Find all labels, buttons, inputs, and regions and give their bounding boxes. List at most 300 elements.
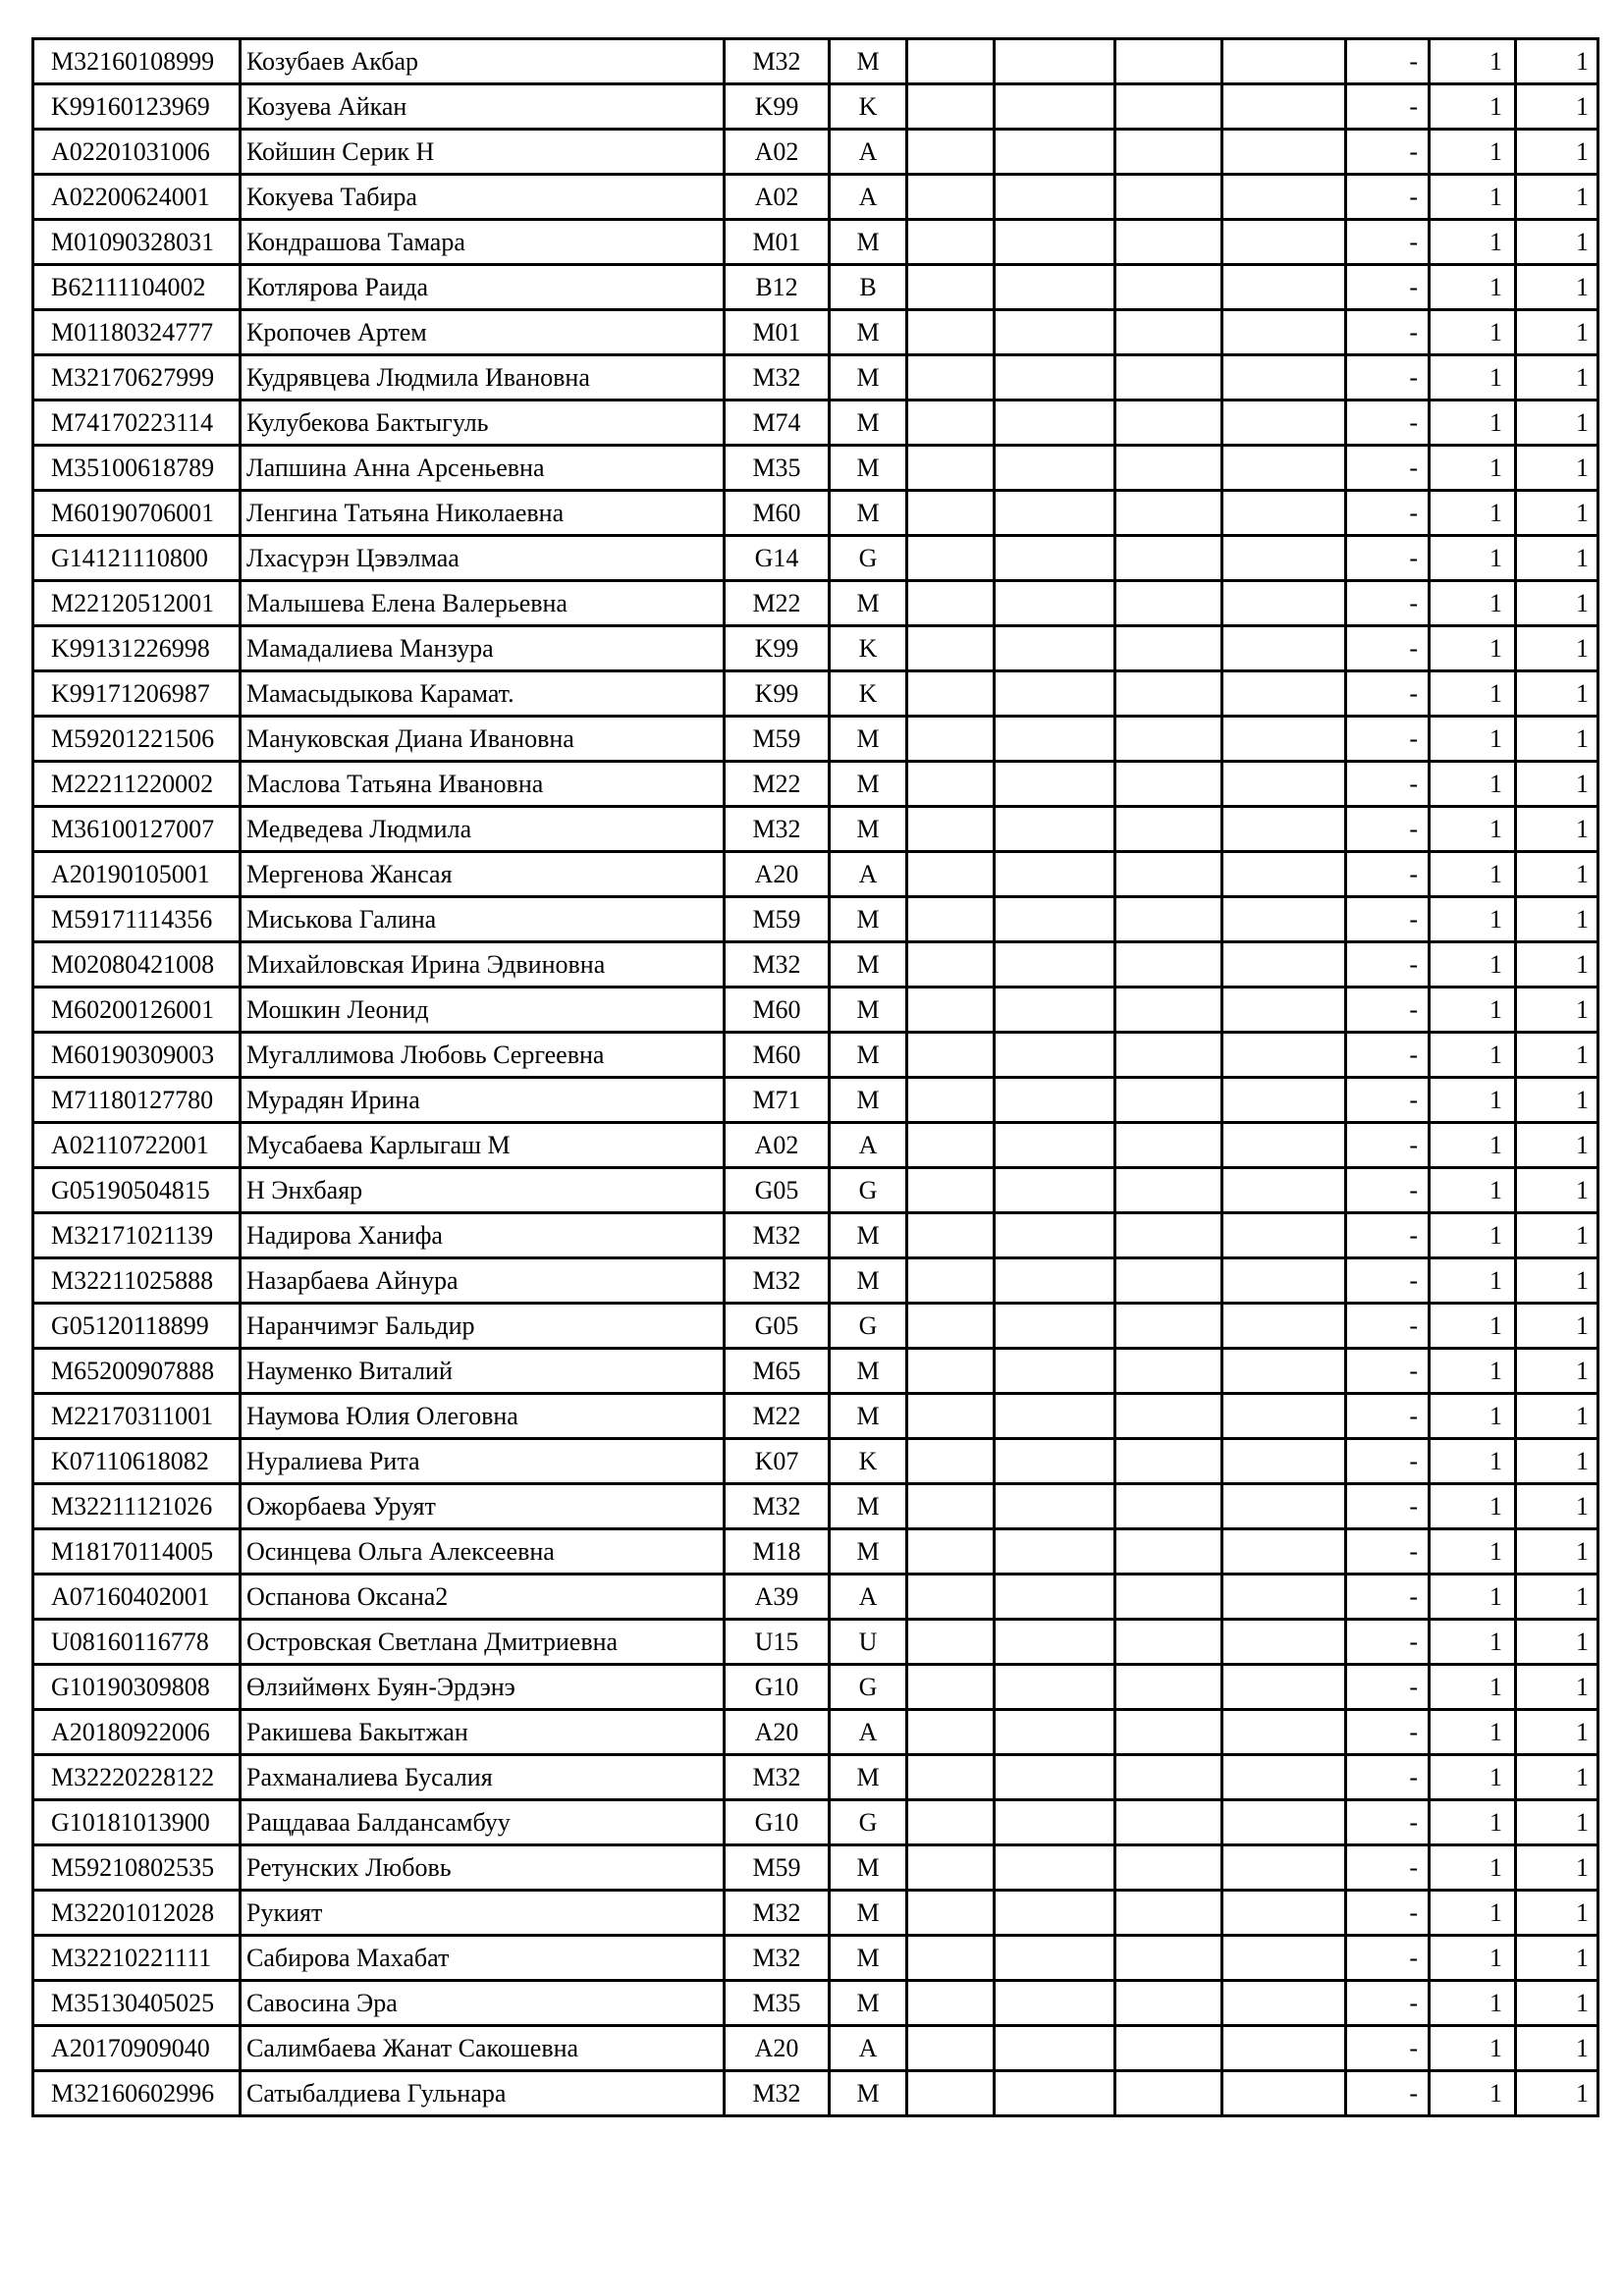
member-code-cell: G10190309808 [33, 1665, 241, 1710]
empty-cell [907, 1168, 995, 1213]
empty-cell [995, 1529, 1115, 1575]
empty-cell [907, 1213, 995, 1258]
count-cell-b: 1 [1516, 400, 1598, 446]
dash-cell: - [1346, 446, 1430, 491]
empty-cell [907, 1123, 995, 1168]
empty-cell [995, 355, 1115, 400]
count-cell-a: 1 [1430, 1575, 1516, 1620]
empty-cell [995, 1123, 1115, 1168]
dash-cell: - [1346, 1258, 1430, 1304]
dash-cell: - [1346, 2071, 1430, 2116]
group-code-cell: G10 [725, 1665, 830, 1710]
member-name-cell: Кондрашова Тамара [241, 220, 725, 265]
empty-cell [1115, 1620, 1222, 1665]
member-name-cell: Козуева Айкан [241, 84, 725, 130]
group-code-cell: M74 [725, 400, 830, 446]
count-cell-a: 1 [1430, 130, 1516, 175]
count-cell-a: 1 [1430, 446, 1516, 491]
member-name-cell: Ожорбаева Уруят [241, 1484, 725, 1529]
table-row [33, 130, 1598, 175]
member-code-cell: M59171114356 [33, 897, 241, 942]
dash-cell: - [1346, 1394, 1430, 1439]
empty-cell [995, 400, 1115, 446]
dash-cell: - [1346, 762, 1430, 807]
member-name-cell: Мамасыдыкова Карамат. [241, 671, 725, 717]
empty-cell [995, 220, 1115, 265]
group-code-cell: M32 [725, 1936, 830, 1981]
empty-cell [907, 355, 995, 400]
empty-cell [995, 717, 1115, 762]
empty-cell [1115, 1981, 1222, 2026]
empty-cell [1115, 39, 1222, 84]
empty-cell [1222, 1439, 1346, 1484]
count-cell-b: 1 [1516, 1394, 1598, 1439]
member-name-cell: Науменко Виталий [241, 1349, 725, 1394]
member-name-cell: Кропочев Артем [241, 310, 725, 355]
member-code-cell: A02200624001 [33, 175, 241, 220]
count-cell-a: 1 [1430, 1394, 1516, 1439]
category-cell: M [830, 1484, 907, 1529]
dash-cell: - [1346, 1304, 1430, 1349]
count-cell-a: 1 [1430, 1123, 1516, 1168]
empty-cell [907, 130, 995, 175]
empty-cell [995, 671, 1115, 717]
empty-cell [1222, 1936, 1346, 1981]
empty-cell [907, 581, 995, 626]
empty-cell [1222, 1620, 1346, 1665]
empty-cell [1115, 1936, 1222, 1981]
count-cell-b: 1 [1516, 807, 1598, 852]
member-code-cell: G10181013900 [33, 1800, 241, 1845]
table-row [33, 1620, 1598, 1665]
empty-cell [1115, 1033, 1222, 1078]
member-name-cell: Наранчимэг Бальдир [241, 1304, 725, 1349]
empty-cell [1222, 581, 1346, 626]
count-cell-a: 1 [1430, 310, 1516, 355]
group-code-cell: M01 [725, 220, 830, 265]
category-cell: M [830, 1394, 907, 1439]
table-row [33, 1078, 1598, 1123]
empty-cell [1222, 1123, 1346, 1168]
count-cell-b: 1 [1516, 1620, 1598, 1665]
count-cell-a: 1 [1430, 1665, 1516, 1710]
count-cell-a: 1 [1430, 175, 1516, 220]
empty-cell [907, 310, 995, 355]
category-cell: A [830, 852, 907, 897]
member-name-cell: Ракишева Бакытжан [241, 1710, 725, 1755]
member-code-cell: A20190105001 [33, 852, 241, 897]
member-code-cell: M35100618789 [33, 446, 241, 491]
table-row [33, 1755, 1598, 1800]
group-code-cell: M32 [725, 39, 830, 84]
count-cell-b: 1 [1516, 1800, 1598, 1845]
group-code-cell: M32 [725, 355, 830, 400]
empty-cell [1115, 1123, 1222, 1168]
group-code-cell: A39 [725, 1575, 830, 1620]
member-name-cell: Малышева Елена Валерьевна [241, 581, 725, 626]
table-row [33, 175, 1598, 220]
empty-cell [995, 762, 1115, 807]
member-code-cell: M60190706001 [33, 491, 241, 536]
empty-cell [1115, 1078, 1222, 1123]
member-code-cell: M32160108999 [33, 39, 241, 84]
empty-cell [1222, 1258, 1346, 1304]
count-cell-a: 1 [1430, 762, 1516, 807]
dash-cell: - [1346, 536, 1430, 581]
table-row [33, 2071, 1598, 2116]
count-cell-b: 1 [1516, 220, 1598, 265]
dash-cell: - [1346, 1620, 1430, 1665]
count-cell-a: 1 [1430, 355, 1516, 400]
count-cell-b: 1 [1516, 897, 1598, 942]
member-code-cell: M01090328031 [33, 220, 241, 265]
count-cell-b: 1 [1516, 852, 1598, 897]
empty-cell [995, 852, 1115, 897]
count-cell-a: 1 [1430, 1439, 1516, 1484]
table-row [33, 942, 1598, 988]
category-cell: A [830, 1123, 907, 1168]
empty-cell [907, 988, 995, 1033]
member-name-cell: Өлзиймөнх Буян-Эрдэнэ [241, 1665, 725, 1710]
count-cell-a: 1 [1430, 988, 1516, 1033]
count-cell-a: 1 [1430, 1710, 1516, 1755]
count-cell-a: 1 [1430, 942, 1516, 988]
empty-cell [1115, 1665, 1222, 1710]
count-cell-a: 1 [1430, 626, 1516, 671]
empty-cell [995, 626, 1115, 671]
empty-cell [995, 39, 1115, 84]
group-code-cell: M18 [725, 1529, 830, 1575]
group-code-cell: M32 [725, 1891, 830, 1936]
empty-cell [1222, 220, 1346, 265]
count-cell-a: 1 [1430, 1529, 1516, 1575]
member-code-cell: M71180127780 [33, 1078, 241, 1123]
dash-cell: - [1346, 717, 1430, 762]
count-cell-a: 1 [1430, 671, 1516, 717]
empty-cell [995, 1078, 1115, 1123]
empty-cell [1115, 671, 1222, 717]
category-cell: M [830, 581, 907, 626]
empty-cell [1115, 1394, 1222, 1439]
member-name-cell: Кулубекова Бактыгуль [241, 400, 725, 446]
empty-cell [1222, 942, 1346, 988]
empty-cell [995, 988, 1115, 1033]
category-cell: M [830, 988, 907, 1033]
member-code-cell: M59201221506 [33, 717, 241, 762]
member-code-cell: M32211025888 [33, 1258, 241, 1304]
count-cell-b: 1 [1516, 1936, 1598, 1981]
empty-cell [907, 175, 995, 220]
table-row [33, 1123, 1598, 1168]
dash-cell: - [1346, 220, 1430, 265]
group-code-cell: M01 [725, 310, 830, 355]
category-cell: M [830, 942, 907, 988]
member-name-cell: Ленгина Татьяна Николаевна [241, 491, 725, 536]
category-cell: M [830, 220, 907, 265]
member-name-cell: Лапшина Анна Арсеньевна [241, 446, 725, 491]
category-cell: K [830, 626, 907, 671]
empty-cell [1115, 130, 1222, 175]
empty-cell [1222, 2071, 1346, 2116]
empty-cell [1115, 1575, 1222, 1620]
empty-cell [907, 1981, 995, 2026]
category-cell: A [830, 2026, 907, 2071]
group-code-cell: M32 [725, 2071, 830, 2116]
empty-cell [907, 2026, 995, 2071]
dash-cell: - [1346, 581, 1430, 626]
empty-cell [1222, 1891, 1346, 1936]
dash-cell: - [1346, 310, 1430, 355]
table-row [33, 1439, 1598, 1484]
empty-cell [907, 942, 995, 988]
table-row [33, 1981, 1598, 2026]
member-code-cell: M32170627999 [33, 355, 241, 400]
empty-cell [995, 1620, 1115, 1665]
count-cell-a: 1 [1430, 536, 1516, 581]
member-code-cell: G14121110800 [33, 536, 241, 581]
group-code-cell: M71 [725, 1078, 830, 1123]
member-name-cell: Козубаев Акбар [241, 39, 725, 84]
count-cell-b: 1 [1516, 446, 1598, 491]
group-code-cell: M60 [725, 988, 830, 1033]
member-code-cell: M18170114005 [33, 1529, 241, 1575]
dash-cell: - [1346, 1936, 1430, 1981]
member-code-cell: M32211121026 [33, 1484, 241, 1529]
category-cell: K [830, 1439, 907, 1484]
count-cell-a: 1 [1430, 807, 1516, 852]
table-row [33, 1349, 1598, 1394]
empty-cell [907, 626, 995, 671]
category-cell: M [830, 762, 907, 807]
empty-cell [1115, 1349, 1222, 1394]
dash-cell: - [1346, 988, 1430, 1033]
table-row [33, 762, 1598, 807]
empty-cell [907, 1439, 995, 1484]
category-cell: M [830, 1755, 907, 1800]
member-name-cell: Лхасүрэн Цэвэлмаа [241, 536, 725, 581]
empty-cell [907, 1529, 995, 1575]
count-cell-a: 1 [1430, 2026, 1516, 2071]
category-cell: M [830, 310, 907, 355]
category-cell: M [830, 807, 907, 852]
empty-cell [1222, 1710, 1346, 1755]
empty-cell [907, 1258, 995, 1304]
member-name-cell: Мергенова Жансая [241, 852, 725, 897]
empty-cell [907, 1755, 995, 1800]
empty-cell [1222, 310, 1346, 355]
dash-cell: - [1346, 1575, 1430, 1620]
empty-cell [1115, 897, 1222, 942]
member-code-cell: M59210802535 [33, 1845, 241, 1891]
group-code-cell: A20 [725, 2026, 830, 2071]
member-name-cell: Савосина Эра [241, 1981, 725, 2026]
empty-cell [1115, 1800, 1222, 1845]
group-code-cell: M35 [725, 1981, 830, 2026]
empty-cell [995, 1168, 1115, 1213]
empty-cell [995, 446, 1115, 491]
member-name-cell: Островская Светлана Дмитриевна [241, 1620, 725, 1665]
table-row [33, 1484, 1598, 1529]
count-cell-a: 1 [1430, 1213, 1516, 1258]
member-name-cell: Надирова Ханифа [241, 1213, 725, 1258]
group-code-cell: K07 [725, 1439, 830, 1484]
category-cell: U [830, 1620, 907, 1665]
empty-cell [907, 39, 995, 84]
empty-cell [995, 1349, 1115, 1394]
empty-cell [1222, 1394, 1346, 1439]
count-cell-b: 1 [1516, 2026, 1598, 2071]
group-code-cell: G05 [725, 1304, 830, 1349]
count-cell-a: 1 [1430, 1304, 1516, 1349]
count-cell-b: 1 [1516, 988, 1598, 1033]
group-code-cell: A20 [725, 852, 830, 897]
empty-cell [1115, 446, 1222, 491]
category-cell: K [830, 84, 907, 130]
empty-cell [1222, 1800, 1346, 1845]
member-code-cell: K99160123969 [33, 84, 241, 130]
empty-cell [1115, 1484, 1222, 1529]
member-code-cell: M36100127007 [33, 807, 241, 852]
empty-cell [1115, 1213, 1222, 1258]
table-row [33, 491, 1598, 536]
empty-cell [995, 1891, 1115, 1936]
dash-cell: - [1346, 671, 1430, 717]
dash-cell: - [1346, 1168, 1430, 1213]
table-row [33, 1304, 1598, 1349]
member-code-cell: K99171206987 [33, 671, 241, 717]
count-cell-b: 1 [1516, 671, 1598, 717]
empty-cell [907, 671, 995, 717]
empty-cell [1222, 717, 1346, 762]
empty-cell [1222, 1529, 1346, 1575]
member-name-cell: Ретунских Любовь [241, 1845, 725, 1891]
count-cell-b: 1 [1516, 491, 1598, 536]
member-code-cell: M02080421008 [33, 942, 241, 988]
count-cell-a: 1 [1430, 491, 1516, 536]
table-row [33, 1575, 1598, 1620]
group-code-cell: M59 [725, 1845, 830, 1891]
count-cell-b: 1 [1516, 1123, 1598, 1168]
dash-cell: - [1346, 265, 1430, 310]
count-cell-b: 1 [1516, 1078, 1598, 1123]
count-cell-b: 1 [1516, 1439, 1598, 1484]
count-cell-b: 1 [1516, 1891, 1598, 1936]
member-code-cell: A20180922006 [33, 1710, 241, 1755]
category-cell: G [830, 536, 907, 581]
empty-cell [907, 265, 995, 310]
count-cell-a: 1 [1430, 1078, 1516, 1123]
empty-cell [907, 1936, 995, 1981]
count-cell-a: 1 [1430, 400, 1516, 446]
empty-cell [1222, 2026, 1346, 2071]
empty-cell [995, 1800, 1115, 1845]
count-cell-b: 1 [1516, 1168, 1598, 1213]
category-cell: M [830, 1349, 907, 1394]
group-code-cell: K99 [725, 671, 830, 717]
count-cell-b: 1 [1516, 717, 1598, 762]
dash-cell: - [1346, 1755, 1430, 1800]
dash-cell: - [1346, 1349, 1430, 1394]
category-cell: G [830, 1665, 907, 1710]
empty-cell [1222, 1304, 1346, 1349]
empty-cell [995, 942, 1115, 988]
count-cell-a: 1 [1430, 1033, 1516, 1078]
empty-cell [907, 1710, 995, 1755]
count-cell-a: 1 [1430, 1168, 1516, 1213]
empty-cell [1222, 265, 1346, 310]
group-code-cell: M32 [725, 942, 830, 988]
group-code-cell: M59 [725, 717, 830, 762]
member-name-cell: Мугаллимова Любовь Сергеевна [241, 1033, 725, 1078]
count-cell-a: 1 [1430, 1484, 1516, 1529]
category-cell: M [830, 400, 907, 446]
empty-cell [1115, 581, 1222, 626]
empty-cell [907, 717, 995, 762]
empty-cell [1222, 39, 1346, 84]
count-cell-a: 1 [1430, 1620, 1516, 1665]
count-cell-a: 1 [1430, 581, 1516, 626]
member-code-cell: M22211220002 [33, 762, 241, 807]
empty-cell [1222, 491, 1346, 536]
count-cell-b: 1 [1516, 39, 1598, 84]
empty-cell [907, 1484, 995, 1529]
table-row [33, 897, 1598, 942]
group-code-cell: M32 [725, 1213, 830, 1258]
category-cell: B [830, 265, 907, 310]
category-cell: M [830, 1981, 907, 2026]
empty-cell [995, 1755, 1115, 1800]
empty-cell [1222, 130, 1346, 175]
category-cell: M [830, 1258, 907, 1304]
empty-cell [995, 1484, 1115, 1529]
count-cell-b: 1 [1516, 626, 1598, 671]
empty-cell [907, 1575, 995, 1620]
empty-cell [995, 491, 1115, 536]
empty-cell [907, 897, 995, 942]
count-cell-b: 1 [1516, 942, 1598, 988]
empty-cell [1222, 1575, 1346, 1620]
empty-cell [907, 2071, 995, 2116]
empty-cell [907, 400, 995, 446]
empty-cell [1222, 400, 1346, 446]
count-cell-a: 1 [1430, 84, 1516, 130]
empty-cell [1115, 1439, 1222, 1484]
group-code-cell: A02 [725, 175, 830, 220]
table-row [33, 1845, 1598, 1891]
count-cell-b: 1 [1516, 536, 1598, 581]
empty-cell [1222, 175, 1346, 220]
category-cell: M [830, 717, 907, 762]
empty-cell [907, 1891, 995, 1936]
count-cell-a: 1 [1430, 220, 1516, 265]
empty-cell [995, 1439, 1115, 1484]
count-cell-b: 1 [1516, 1258, 1598, 1304]
group-code-cell: U15 [725, 1620, 830, 1665]
empty-cell [1222, 671, 1346, 717]
empty-cell [1222, 807, 1346, 852]
member-name-cell: Кудрявцева Людмила Ивановна [241, 355, 725, 400]
member-code-cell: K07110618082 [33, 1439, 241, 1484]
member-name-cell: Мурадян Ирина [241, 1078, 725, 1123]
dash-cell: - [1346, 942, 1430, 988]
empty-cell [995, 1710, 1115, 1755]
empty-cell [995, 1981, 1115, 2026]
empty-cell [995, 265, 1115, 310]
empty-cell [907, 220, 995, 265]
group-code-cell: M22 [725, 581, 830, 626]
dash-cell: - [1346, 84, 1430, 130]
empty-cell [1115, 1710, 1222, 1755]
